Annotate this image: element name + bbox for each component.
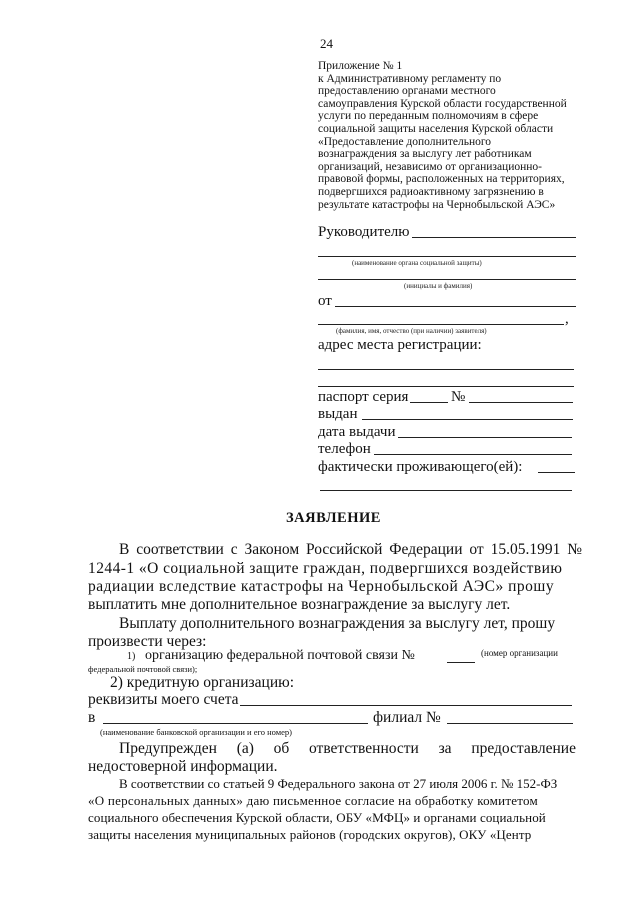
appendix-line: услуги по переданным полномочиям в сфере <box>318 110 539 123</box>
organ-field[interactable] <box>318 256 576 257</box>
paragraph-1-word: В <box>119 541 130 558</box>
paragraph-1-word: с <box>230 541 238 558</box>
fio-field[interactable] <box>318 324 564 325</box>
passport-series-field[interactable] <box>410 402 448 403</box>
appendix-line: вознаграждения за выслугу лет работникам <box>318 148 532 161</box>
consent-line: социального обеспечения Курской области, ОБУ «МФЦ» и органами социальной <box>88 810 546 825</box>
option-1-text: организацию федеральной почтовой связи № <box>145 648 415 663</box>
passport-label: паспорт серия <box>318 389 409 405</box>
issue-date-label: дата выдачи <box>318 424 396 440</box>
warning-word: об <box>273 740 290 757</box>
appendix-line: предоставлению органами местного <box>318 85 496 98</box>
option-2-text: 2) кредитную организацию: <box>110 674 295 691</box>
appendix-line: правовой формы, расположенных на территориях, <box>318 173 565 186</box>
paragraph-1-word: 15.05.1991 <box>490 541 561 558</box>
issued-label: выдан <box>318 406 358 422</box>
appendix-line: результате катастрофы на Чернобыльской АЭС» <box>318 198 556 211</box>
paragraph-1-word: соответствии <box>136 541 224 558</box>
page-number: 24 <box>320 36 333 51</box>
option-1-hint-close: федеральной почтовой связи); <box>88 664 198 674</box>
address-field-1[interactable] <box>318 369 574 370</box>
paragraph-1-line <box>119 541 582 559</box>
branch-label: филиал № <box>373 709 441 726</box>
initials-field[interactable] <box>318 279 576 280</box>
address-label: адрес места регистрации: <box>318 337 482 353</box>
passport-no-label: № <box>451 389 466 405</box>
appendix-line: организаций, независимо от организационно- <box>318 160 543 173</box>
bank-prefix: в <box>88 709 96 726</box>
paragraph-1-word: № <box>567 541 582 558</box>
organ-caption: (наименование органа социальной защиты) <box>352 259 482 267</box>
warning-word: Предупрежден <box>119 740 217 757</box>
warning-word: за <box>438 740 452 757</box>
head-label: Руководителю <box>318 224 410 240</box>
head-field[interactable] <box>412 237 576 238</box>
document-title: ЗАЯВЛЕНИЕ <box>286 510 381 526</box>
residing-field-2[interactable] <box>320 490 572 491</box>
appendix-block <box>318 60 567 211</box>
consent-line: В соответствии со статьей 9 Федерального закона от 27 июля 2006 г. № 152-ФЗ <box>119 776 558 791</box>
residing-label: фактически проживающего(ей): <box>318 459 523 475</box>
paragraph-1-word: Федерации <box>389 541 463 558</box>
account-label: реквизиты моего счета <box>88 691 239 708</box>
paragraph-1-line: выплатить мне дополнительное вознаграждение за выслугу лет. <box>88 596 511 613</box>
fio-caption: (фамилия, имя, отчество (при наличии) заявителя) <box>336 327 487 335</box>
passport-number-field[interactable] <box>469 402 573 403</box>
appendix-line: подвергшихся радиоактивному загрязнению в <box>318 185 544 198</box>
warning-word: (а) <box>236 740 254 757</box>
paragraph-2-line: произвести через: <box>88 633 207 650</box>
branch-field[interactable] <box>447 723 573 724</box>
consent-line: «О персональных данных» даю письменное согласие на обработку комитетом <box>88 793 539 808</box>
issue-date-field[interactable] <box>398 437 572 438</box>
warning-line-2: недостоверной информации. <box>88 758 278 775</box>
bank-field[interactable] <box>103 723 368 724</box>
paragraph-1-line: 1244-1 «О социальной защите граждан, подвергшихся воздействию <box>88 560 563 577</box>
appendix-line: к Административному регламенту по <box>318 72 502 85</box>
paragraph-1-word: от <box>469 541 484 558</box>
account-field[interactable] <box>240 705 572 706</box>
issued-field[interactable] <box>362 419 573 420</box>
option-1-hint: (номер организации <box>481 648 558 658</box>
warning-word: ответственности <box>309 740 419 757</box>
phone-field[interactable] <box>374 454 572 455</box>
appendix-line: Приложение № 1 <box>318 60 403 72</box>
from-label: от <box>318 293 332 309</box>
warning-line <box>119 740 576 758</box>
paragraph-2-line: Выплату дополнительного вознаграждения за выслугу лет, прошу <box>119 615 556 632</box>
address-field-2[interactable] <box>318 386 574 387</box>
paragraph-1-word: Законом <box>244 541 300 558</box>
paragraph-1-line: радиации вследствие катастрофы на Чернобыльской АЭС» прошу <box>88 578 555 595</box>
paragraph-1-word: Российской <box>306 541 383 558</box>
from-field[interactable] <box>335 306 576 307</box>
residing-field-1[interactable] <box>538 472 575 473</box>
bank-caption: (наименование банковской организации и его номер) <box>100 727 292 737</box>
appendix-line: «Предоставление дополнительного <box>318 135 492 148</box>
appendix-line: социальной защиты населения Курской области <box>318 122 554 135</box>
option-1-number: 1) <box>127 651 136 662</box>
consent-line: защиты населения муниципальных районов (городских округов), ОКУ «Центр <box>88 827 532 842</box>
initials-caption: (инициалы и фамилия) <box>404 282 473 290</box>
fio-comma: , <box>565 311 569 327</box>
appendix-line: самоуправления Курской области государственной <box>318 97 567 110</box>
warning-word: предоставление <box>471 740 576 757</box>
post-office-number-field[interactable] <box>447 662 475 663</box>
phone-label: телефон <box>318 441 371 457</box>
